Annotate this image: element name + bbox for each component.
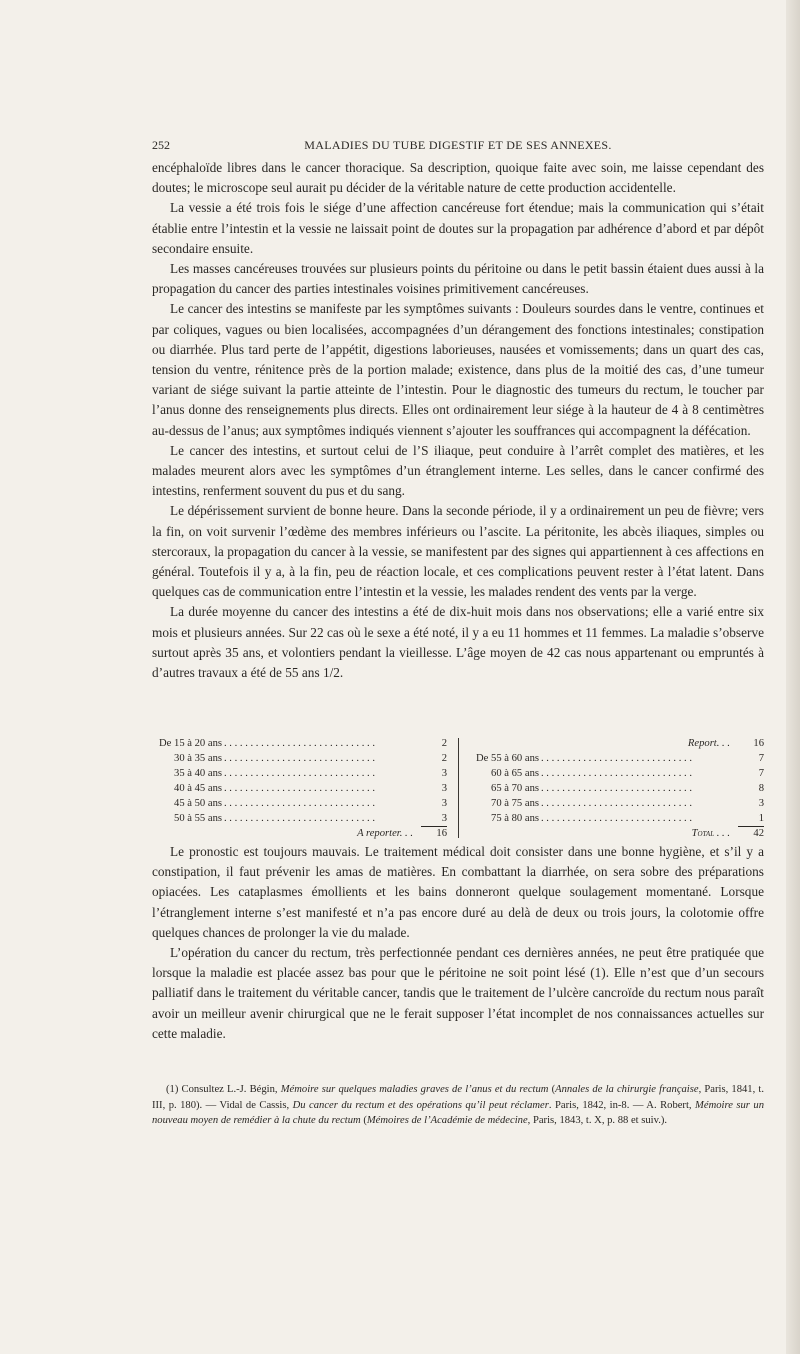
leader-dots: . . . . . . . . . . . . . . . . . . . . . . . . . . . . . bbox=[541, 813, 692, 824]
page-edge bbox=[786, 0, 800, 1354]
age-range: 30 à 35 ans bbox=[174, 753, 222, 764]
age-range: 70 à 75 ans bbox=[491, 798, 539, 809]
footnote-segment: ( bbox=[548, 1084, 556, 1095]
footnote-text bbox=[152, 1082, 764, 1129]
table-row bbox=[152, 736, 447, 751]
carry-forward-value: 16 bbox=[436, 828, 447, 839]
age-range: 35 à 40 ans bbox=[174, 768, 222, 779]
paragraph: L’opération du cancer du rectum, très perfectionnée pendant ces dernières années, ne peut être pratiquée que lorsque la maladie est placée assez bas pour que le péritoine ne soit point lésé (1). Elle n’est que d’un secours palliatif dans le traitement du véritable cancer, tandis que le traitement de l’ulcère cancroïde du rectum nous paraît avoir un meilleur avenir chirurgical que ne le ferait supposer l’état incomplet de nos connaissances actuelles sur cette maladie. bbox=[152, 945, 764, 1041]
case-count: 7 bbox=[758, 753, 764, 764]
table-row bbox=[469, 811, 764, 826]
footnote-title: Annales de la chirurgie française bbox=[555, 1084, 699, 1095]
paragraph: La durée moyenne du cancer des intestins a été de dix-huit mois dans nos observations; elle a varié entre six mois et plusieurs années. Sur 22 cas où le sexe a été noté, il y a eu 11 hommes et 11 femmes. La maladie s’observe surtout après 35 ans, et volontiers pendant la vieillesse. L’âge moyen de 42 cas nous appartenant ou empruntés à d’autres travaux a été de 55 ans 1/2. bbox=[152, 604, 764, 681]
age-table bbox=[152, 736, 764, 840]
footnote-title: Mémoire sur un nouveau moyen de remédier à la chute du rectum bbox=[152, 1099, 764, 1126]
case-count: 3 bbox=[441, 798, 447, 809]
leader-dots: . . . . . . . . . . . . . . . . . . . . . . . . . . . . . bbox=[224, 798, 375, 809]
age-range: 45 à 50 ans bbox=[174, 798, 222, 809]
page-header bbox=[152, 138, 764, 158]
case-count: 3 bbox=[758, 798, 764, 809]
table-row bbox=[152, 766, 447, 781]
age-range: 75 à 80 ans bbox=[491, 813, 539, 824]
table-row bbox=[469, 781, 764, 796]
footnote-segment: , Paris, 1841, t. III, p. 180). — Vidal de Cassis, bbox=[152, 1084, 764, 1111]
footnote bbox=[152, 1082, 764, 1129]
case-count: 3 bbox=[441, 783, 447, 794]
table-row bbox=[469, 751, 764, 766]
carry-forward-label: A reporter. . . bbox=[357, 828, 413, 839]
table-row bbox=[152, 796, 447, 811]
footnote-segment: , Paris, 1843, t. X, p. 88 et suiv.). bbox=[527, 1115, 668, 1126]
total-row bbox=[469, 826, 764, 841]
leader-dots: . . . . . . . . . . . . . . . . . . . . . . . . . . . . . bbox=[541, 783, 692, 794]
footnote-title: Du cancer du rectum et des opérations qu’il peut réclamer bbox=[292, 1099, 549, 1111]
footnote-segment: (1) Consultez L.-J. Bégin, bbox=[166, 1084, 281, 1095]
age-table-left-column bbox=[152, 736, 447, 841]
table-row bbox=[152, 781, 447, 796]
table-row bbox=[152, 811, 447, 826]
carry-forward-row bbox=[152, 826, 447, 841]
age-range: 65 à 70 ans bbox=[491, 783, 539, 794]
case-count: 1 bbox=[738, 811, 764, 827]
footnote-segment: . Paris, 1842, in-8. — A. Robert, bbox=[548, 1099, 696, 1111]
paragraph: encéphaloïde libres dans le cancer thoracique. Sa description, quoique faite avec soin, me laisse cependant des doutes; le microscope seul aurait pu décider de la véritable nature de cette production accidentelle. bbox=[152, 160, 764, 196]
leader-dots: . . . . . . . . . . . . . . . . . . . . . . . . . . . . . bbox=[541, 753, 692, 764]
case-count: 3 bbox=[421, 811, 447, 827]
case-count: 7 bbox=[758, 768, 764, 779]
leader-dots: . . . . . . . . . . . . . . . . . . . . . . . . . . . . . bbox=[224, 783, 375, 794]
leader-dots: . . . . . . . . . . . . . . . . . . . . . . . . . . . . . bbox=[541, 768, 692, 779]
age-range: 40 à 45 ans bbox=[174, 783, 222, 794]
leader-dots: . . . . . . . . . . . . . . . . . . . . . . . . . . . . . bbox=[224, 753, 375, 764]
footnote-title: Mémoires de l’Académie de médecine bbox=[366, 1115, 528, 1126]
carry-over-value: 16 bbox=[753, 738, 764, 749]
table-row bbox=[152, 751, 447, 766]
total-label: Total . . . bbox=[691, 828, 730, 839]
age-range: 60 à 65 ans bbox=[491, 768, 539, 779]
case-count: 2 bbox=[441, 738, 447, 749]
paragraph: Le pronostic est toujours mauvais. Le traitement médical doit consister dans une bonne hygiène, et s’il y a constipation, il faut prévenir les amas de matières. En combattant la diarrhée, on sera sobre des préparations opiacées. Les cataplasmes émollients et les bains donneront quelque soulagement momentané. Lorsque l’étranglement interne s’est manifesté et n’a pas encore duré au delà de deux ou trois jours, la colotomie offre quelques chances de prolonger la vie du malade. bbox=[152, 844, 764, 940]
page-number: 252 bbox=[152, 138, 170, 152]
age-range: De 55 à 60 ans bbox=[476, 753, 539, 764]
case-count: 8 bbox=[758, 783, 764, 794]
footnote-segment: ( bbox=[360, 1115, 367, 1126]
carry-over-label: Report. . . bbox=[687, 738, 730, 749]
running-title: MALADIES DU TUBE DIGESTIF ET DE SES ANNEXES. bbox=[304, 138, 612, 152]
paragraph: Le dépérissement survient de bonne heure. Dans la seconde période, il y a ordinairement un peu de fièvre; vers la fin, on voit survenir l’œdème des membres inférieurs ou l’ascite. La péritonite, les abcès iliaques, simples ou stercoraux, la propagation du cancer à la vessie, se manifestent par des signes qui appartiennent à ces affections en général. Toutefois il y a, à la fin, peu de réaction locale, et ces complications peuvent rester à l’état latent. Dans quelques cas de communication entre l’intestin et la vessie, les malades rendent des vents par la verge. bbox=[152, 503, 764, 600]
leader-dots: . . . . . . . . . . . . . . . . . . . . . . . . . . . . . bbox=[224, 768, 375, 779]
body-text-bottom bbox=[152, 842, 764, 1044]
age-range: De 15 à 20 ans bbox=[159, 738, 222, 749]
paragraph: Le cancer des intestins, et surtout celui de l’S iliaque, peut conduire à l’arrêt complet des matières, et les malades meurent alors avec les symptômes d’un étranglement interne. Les selles, dans le cancer confirmé des intestins, renferment souvent du pus et du sang. bbox=[152, 442, 764, 499]
case-count: 3 bbox=[441, 768, 447, 779]
paragraph: Le cancer des intestins se manifeste par les symptômes suivants : Douleurs sourdes dans le ventre, continues et par coliques, vagues ou bien localisées, accompagnées d’un dérangement des fonctions intestinales; constipation ou diarrhée. Plus tard perte de l’appétit, digestions laborieuses, nausées et vomissements; dans un quart des cas, tension du ventre, rénitence près de la portion malade; existence, dans plus de la moitié des cas, d’une tumeur variant de siége suivant la partie atteinte de l’intestin. Pour le diagnostic des tumeurs du rectum, le toucher par l’anus donne des renseignements plus directs. Elles ont ordinairement leur siége à la hauteur de 4 à 8 centimètres au-dessus de l’anus; aux symptômes indiqués viennent s’ajouter les souffrances qui accompagnent la défécation. bbox=[152, 301, 764, 438]
paragraph: La vessie a été trois fois le siége d’une affection cancéreuse fort étendue; mais la communication qui s’était établie entre l’intestin et la vessie ne laissait point de doutes sur la propagation par adhérence d’abord et par dépôt secondaire ensuite. bbox=[152, 200, 764, 256]
age-table-right-column bbox=[469, 736, 764, 841]
table-row bbox=[469, 766, 764, 781]
age-range: 50 à 55 ans bbox=[174, 813, 222, 824]
body-text-top bbox=[152, 158, 764, 683]
footnote-title: Mémoire sur quelques maladies graves de l’anus et du rectum bbox=[280, 1084, 549, 1095]
total-value: 42 bbox=[753, 828, 764, 839]
carry-over-row bbox=[469, 736, 764, 751]
case-count: 2 bbox=[441, 753, 447, 764]
paragraph: Les masses cancéreuses trouvées sur plusieurs points du péritoine ou dans le petit bassin étaient dues aussi à la propagation du cancer des parties intestinales voisines primitivement cancéreuses. bbox=[152, 261, 764, 297]
table-row bbox=[469, 796, 764, 811]
leader-dots: . . . . . . . . . . . . . . . . . . . . . . . . . . . . . bbox=[224, 738, 375, 749]
leader-dots: . . . . . . . . . . . . . . . . . . . . . . . . . . . . . bbox=[224, 813, 375, 824]
leader-dots: . . . . . . . . . . . . . . . . . . . . . . . . . . . . . bbox=[541, 798, 692, 809]
column-divider bbox=[458, 738, 459, 838]
